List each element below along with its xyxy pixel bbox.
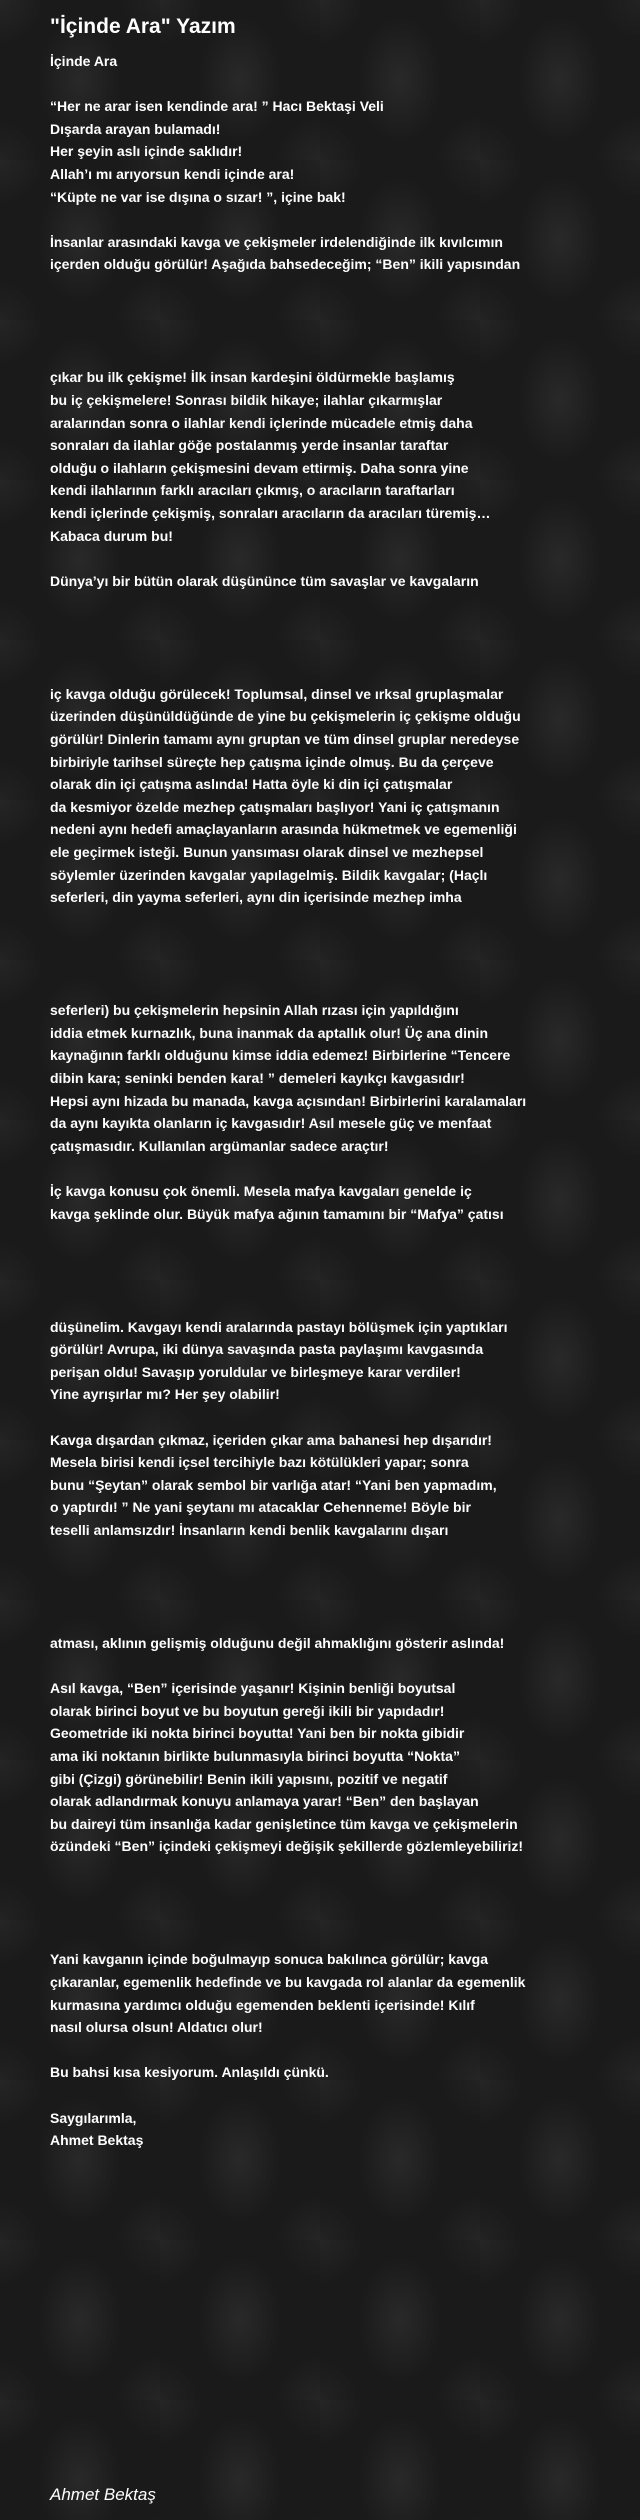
- poem-line: İnsanlar arasındaki kavga ve çekişmeler irdelendiğinde ilk kıvılcımın: [50, 233, 503, 250]
- poem-line: çatışmasıdır. Kullanılan argümanlar sadece araçtır!: [50, 1137, 389, 1154]
- poem-line: görülür! Avrupa, iki dünya savaşında pasta paylaşımı kavgasında: [50, 1341, 484, 1358]
- poem-line: Kabaca durum bu!: [50, 527, 173, 544]
- poem-line: görülür! Dinlerin tamamı aynı gruptan ve tüm dinsel gruplar neredeyse: [50, 731, 520, 747]
- poem-line: dibin kara; seninki benden kara! ” demeleri kayıkçı kavgasıdır!: [50, 1070, 465, 1086]
- poem-line: da aynı kayıkta olanların iç kavgasıdır! Asıl mesele güç ve menfaat: [50, 1115, 492, 1132]
- poem-line: olarak adlandırmak konuyu anlamaya yarar! “Ben” den başlayan: [50, 1793, 479, 1810]
- poem-line: Hepsi aynı hizada bu manada, kavga açısından! Birbirlerini karalamaları: [50, 1092, 527, 1109]
- poem-line: “Her ne arar isen kendinde ara! ” Hacı Bektaşi Veli: [50, 98, 384, 115]
- poem-line: ama iki noktanın birlikte bulunmasıyla birinci boyutta “Nokta”: [50, 1748, 460, 1764]
- poem-line: iddia etmek kurnazlık, buna inanmak da aptallık olur! Üç ana dinin: [50, 1024, 488, 1041]
- poem-line: düşünelim. Kavgayı kendi aralarında pastayı bölüşmek için yaptıkları: [50, 1318, 508, 1335]
- poem-line: Mesela birisi kendi içsel tercihiyle bazı kötülükleri yapar; sonra: [50, 1454, 469, 1471]
- poem-line: Ahmet Bektaş: [50, 2132, 144, 2149]
- poem-line: kendi içlerinde çekişmiş, sonraları aracıların da aracıları türemiş…: [50, 505, 491, 521]
- poem-line: kaynağının farklı olduğunu kimse iddia edemez! Birbirlerine “Tencere: [50, 1047, 511, 1064]
- poem-line: İçinde Ara: [50, 53, 118, 69]
- poem-line: kavga şeklinde olur. Büyük mafya ağının tamamını bir “Mafya” çatısı: [50, 1205, 504, 1222]
- poem-line: gibi (Çizgi) görünebilir! Benin ikili yapısını, pozitif ve negatif: [50, 1770, 448, 1787]
- poem-line: bu daireyi tüm insanlığa kadar genişletince tüm kavga ve çekişmelerin: [50, 1815, 518, 1832]
- poem-title: "İçinde Ara" Yazım: [50, 15, 236, 38]
- poem-line: Yani kavganın içinde boğulmayıp sonuca bakılınca görülür; kavga: [50, 1951, 489, 1968]
- poem-line: olarak birinci boyut ve bu boyutun gereği ikili bir yapıdadır!: [50, 1702, 445, 1719]
- poem-line: aralarından sonra o ilahlar kendi içlerinde mücadele etmiş daha: [50, 414, 473, 431]
- poem-line: özündeki “Ben” içindeki çekişmeyi değişik şekillerde gözlemleyebiliriz!: [50, 1838, 524, 1855]
- poem-line: ele geçirmek isteği. Bunun yansıması olarak dinsel ve mezhepsel: [50, 844, 484, 860]
- poem-line: Allah’ı mı arıyorsun kendi içinde ara!: [50, 166, 295, 182]
- poem-line: atması, aklının gelişmiş olduğunu değil ahmaklığını gösterir aslında!: [50, 1635, 505, 1651]
- poem-line: da kesmiyor özelde mezhep çatışmaları başlıyor! Yani iç çatışmanın: [50, 798, 500, 815]
- poem-line: içerden olduğu görülür! Aşağıda bahsedeceğim; “Ben” ikili yapısından: [50, 256, 521, 273]
- poem-line: söylemler üzerinden kavgalar yapılagelmiş. Bildik kavgalar; (Haçlı: [50, 866, 488, 883]
- poem-line: üzerinden düşünüldüğünde de yine bu çekişmelerin iç çekişme olduğu: [50, 708, 521, 725]
- poem-line: Dünya’yı bir bütün olarak düşününce tüm savaşlar ve kavgaların: [50, 572, 479, 589]
- poem-line: sonraları da ilahlar göğe postalanmış yerde insanlar taraftar: [50, 437, 449, 454]
- poem-line: çıkaranlar, egemenlik hedefinde ve bu kavgada rol alanlar da egemenlik: [50, 1974, 526, 1990]
- poem-line: çıkar bu ilk çekişme! İlk insan kardeşini öldürmekle başlamış: [50, 369, 455, 386]
- poem-line: olarak din içi çatışma aslında! Hatta öyle ki din içi çatışmalar: [50, 776, 453, 793]
- poem-line: birbiriyle tarihsel süreçte hep çatışma içinde olmuş. Bu da çerçeve: [50, 753, 494, 770]
- poem-line: Dışarda arayan bulamadı!: [50, 120, 221, 137]
- poem-line: teselli anlamsızdır! İnsanların kendi benlik kavgalarını dışarı: [50, 1522, 449, 1538]
- poem-line: bunu “Şeytan” olarak sembol bir varlığa atar! “Yani ben yapmadım,: [50, 1476, 497, 1493]
- poem-line: “Küpte ne var ise dışına o sızar! ”, içine bak!: [50, 188, 346, 205]
- poem-line: Saygılarımla,: [50, 2109, 137, 2126]
- poem-line: İç kavga konusu çok önemli. Mesela mafya kavgaları genelde iç: [50, 1183, 472, 1199]
- poem-line: Yine ayrışırlar mı? Her şey olabilir!: [50, 1386, 280, 1403]
- poem-line: perişan oldu! Savaşıp yoruldular ve birleşmeye karar verdiler!: [50, 1363, 461, 1380]
- poem-line: seferleri) bu çekişmelerin hepsinin Allah rızası için yapıldığını: [50, 1002, 459, 1019]
- poem-line: Asıl kavga, “Ben” içerisinde yaşanır! Kişinin benliği boyutsal: [50, 1680, 456, 1697]
- poem-line: nasıl olursa olsun! Aldatıcı olur!: [50, 2019, 263, 2036]
- poem-line: Geometride iki nokta birinci boyutta! Yani ben bir nokta gibidir: [50, 1725, 465, 1742]
- poem-line: kurmasına yardımcı olduğu egemenden beklenti içerisinde! Kılıf: [50, 1996, 475, 2013]
- poem-line: o yaptırdı! ” Ne yani şeytanı mı atacaklar Cehenneme! Böyle bir: [50, 1499, 471, 1516]
- author-signature: Ahmet Bektaş: [50, 2485, 156, 2504]
- poem-line: kendi ilahlarının farklı aracıları çıkmış, o aracıların taraftarları: [50, 482, 455, 499]
- poem-line: Kavga dışardan çıkmaz, içeriden çıkar ama bahanesi hep dışarıdır!: [50, 1431, 492, 1448]
- poem-line: seferleri, din yayma seferleri, aynı din içerisinde mezhep imha: [50, 889, 462, 906]
- poem-line: bu iç çekişmelere! Sonrası bildik hikaye; ilahlar çıkarmışlar: [50, 392, 443, 408]
- poem-line: Her şeyin aslı içinde saklıdır!: [50, 143, 243, 160]
- poem-line: Bu bahsi kısa kesiyorum. Anlaşıldı çünkü.: [50, 2064, 329, 2081]
- poem-line: nedeni aynı hedefi amaçlayanların arasında hükmetmek ve egemenliği: [50, 821, 517, 838]
- poem-line: olduğu o ilahların çekişmesini devam ettirmiş. Daha sonra yine: [50, 459, 469, 476]
- poem-line: iç kavga olduğu görülecek! Toplumsal, dinsel ve ırksal gruplaşmalar: [50, 685, 504, 702]
